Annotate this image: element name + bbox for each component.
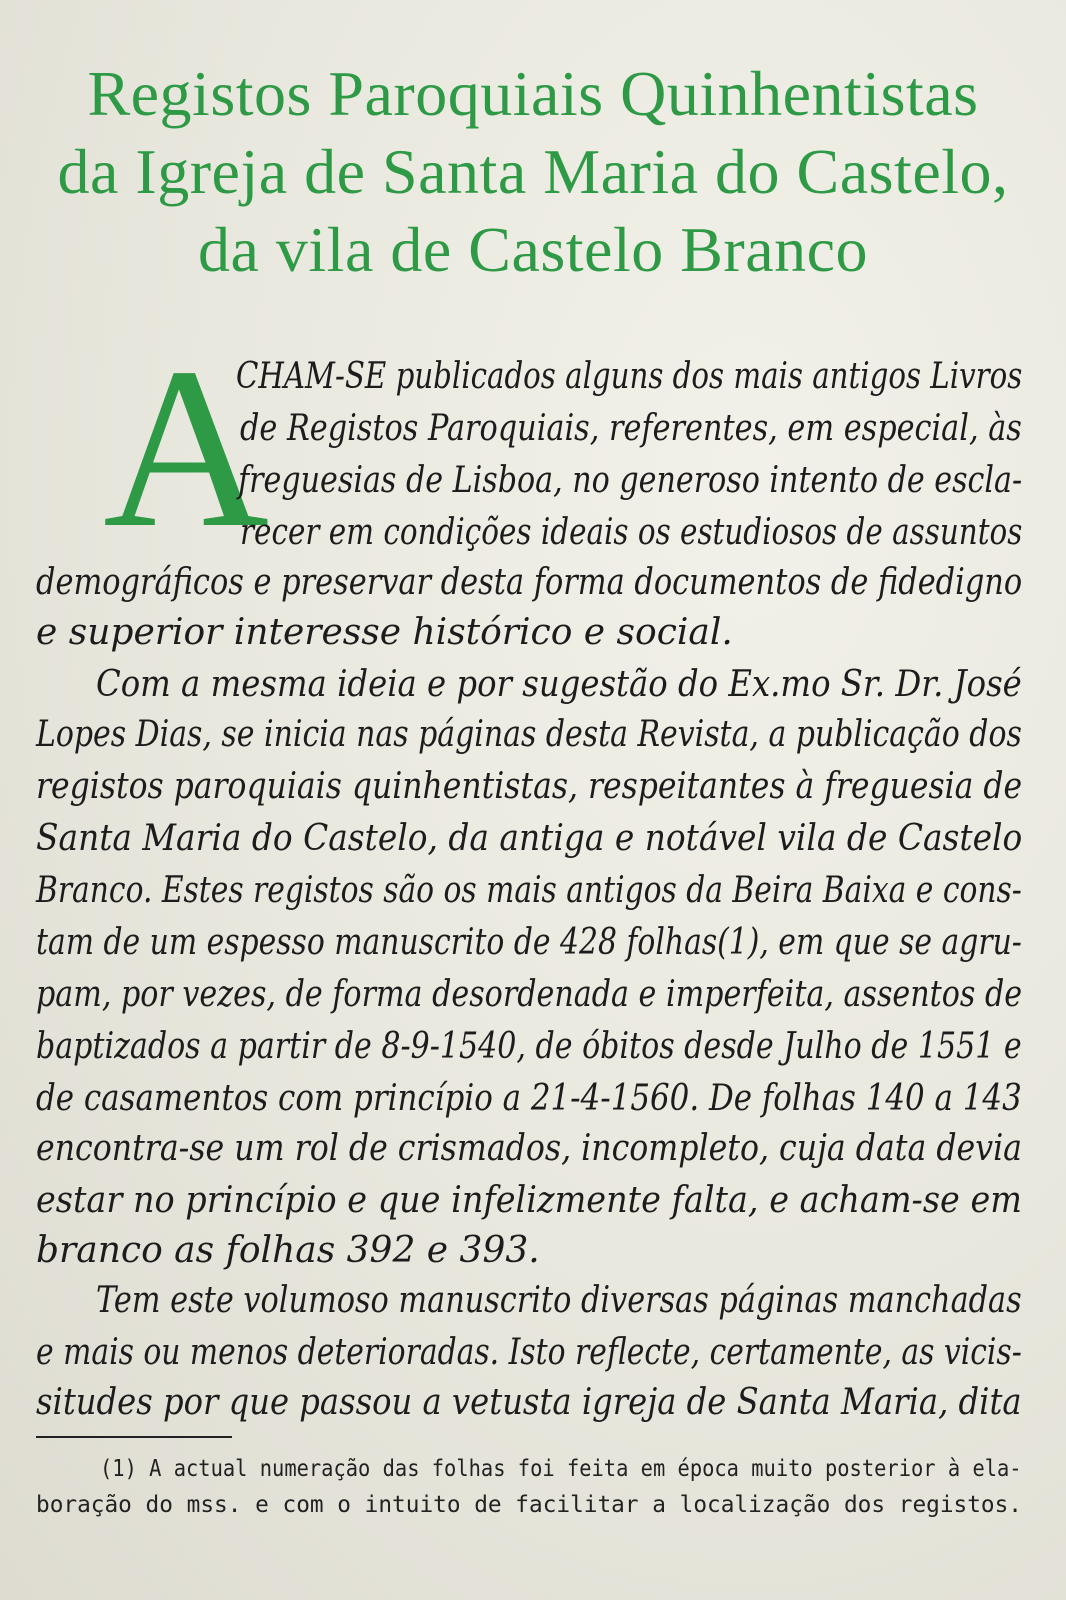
title-line-2: da Igreja de Santa Maria do Castelo, xyxy=(57,136,1009,207)
body-line: recer em condições ideais os estudiosos de assuntos xyxy=(240,512,1023,553)
body-line: de casamentos com princípio a 21-4-1560. De folhas 140 a 143 xyxy=(36,1078,1022,1119)
body-line: branco as folhas 392 e 393. xyxy=(36,1230,540,1271)
footnote-line: boração do mss. e com o intuito de facilitar a localização dos registos. xyxy=(36,1492,1022,1518)
body-line: Com a mesma ideia e por sugestão do Ex.mo Sr. Dr. José xyxy=(96,664,1022,705)
body-line: Tem este volumoso manuscrito diversas páginas manchadas xyxy=(96,1280,1022,1321)
body-line: freguesias de Lisboa, no generoso intento de escla- xyxy=(238,460,1023,501)
body-line: demográficos e preservar desta forma documentos de fidedigno xyxy=(36,562,1023,603)
drop-cap-initial: A xyxy=(103,320,270,575)
title-line-3: da vila de Castelo Branco xyxy=(197,214,869,285)
body-line: Lopes Dias, se inicia nas páginas desta Revista, a publicação dos xyxy=(36,714,1022,755)
footnote-separator xyxy=(36,1436,232,1438)
body-line: tam de um espesso manuscrito de 428 folhas(1), em que se agru- xyxy=(36,922,1022,963)
body-line: e mais ou menos deterioradas. Isto reflecte, certamente, as vicis- xyxy=(36,1332,1022,1373)
body-line: CHAM-SE publicados alguns dos mais antigos Livros xyxy=(236,356,1023,397)
article-title xyxy=(0,55,1066,289)
body-line: encontra-se um rol de crismados, incompleto, cuja data devia xyxy=(36,1128,1022,1169)
body-line: de Registos Paroquiais, referentes, em especial, às xyxy=(240,408,1022,449)
body-line: estar no princípio e que infelizmente falta, e acham-se em xyxy=(36,1180,1022,1221)
body-line: baptizados a partir de 8-9-1540, de óbitos desde Julho de 1551 e xyxy=(36,1026,1022,1067)
body-line: pam, por vezes, de forma desordenada e imperfeita, assentos de xyxy=(36,974,1023,1015)
body-line: situdes por que passou a vetusta igreja de Santa Maria, dita xyxy=(36,1382,1022,1423)
body-line: Santa Maria do Castelo, da antiga e notável vila de Castelo xyxy=(36,818,1023,859)
body-line: e superior interesse histórico e social. xyxy=(36,612,733,653)
footnote-line: (1) A actual numeração das folhas foi feita em época muito posterior à ela- xyxy=(100,1456,1022,1482)
body-line: Branco. Estes registos são os mais antigos da Beira Baixa e cons- xyxy=(36,870,1022,911)
body-line: registos paroquiais quinhentistas, respeitantes à freguesia de xyxy=(36,766,1023,807)
title-line-1: Registos Paroquiais Quinhentistas xyxy=(87,58,979,129)
